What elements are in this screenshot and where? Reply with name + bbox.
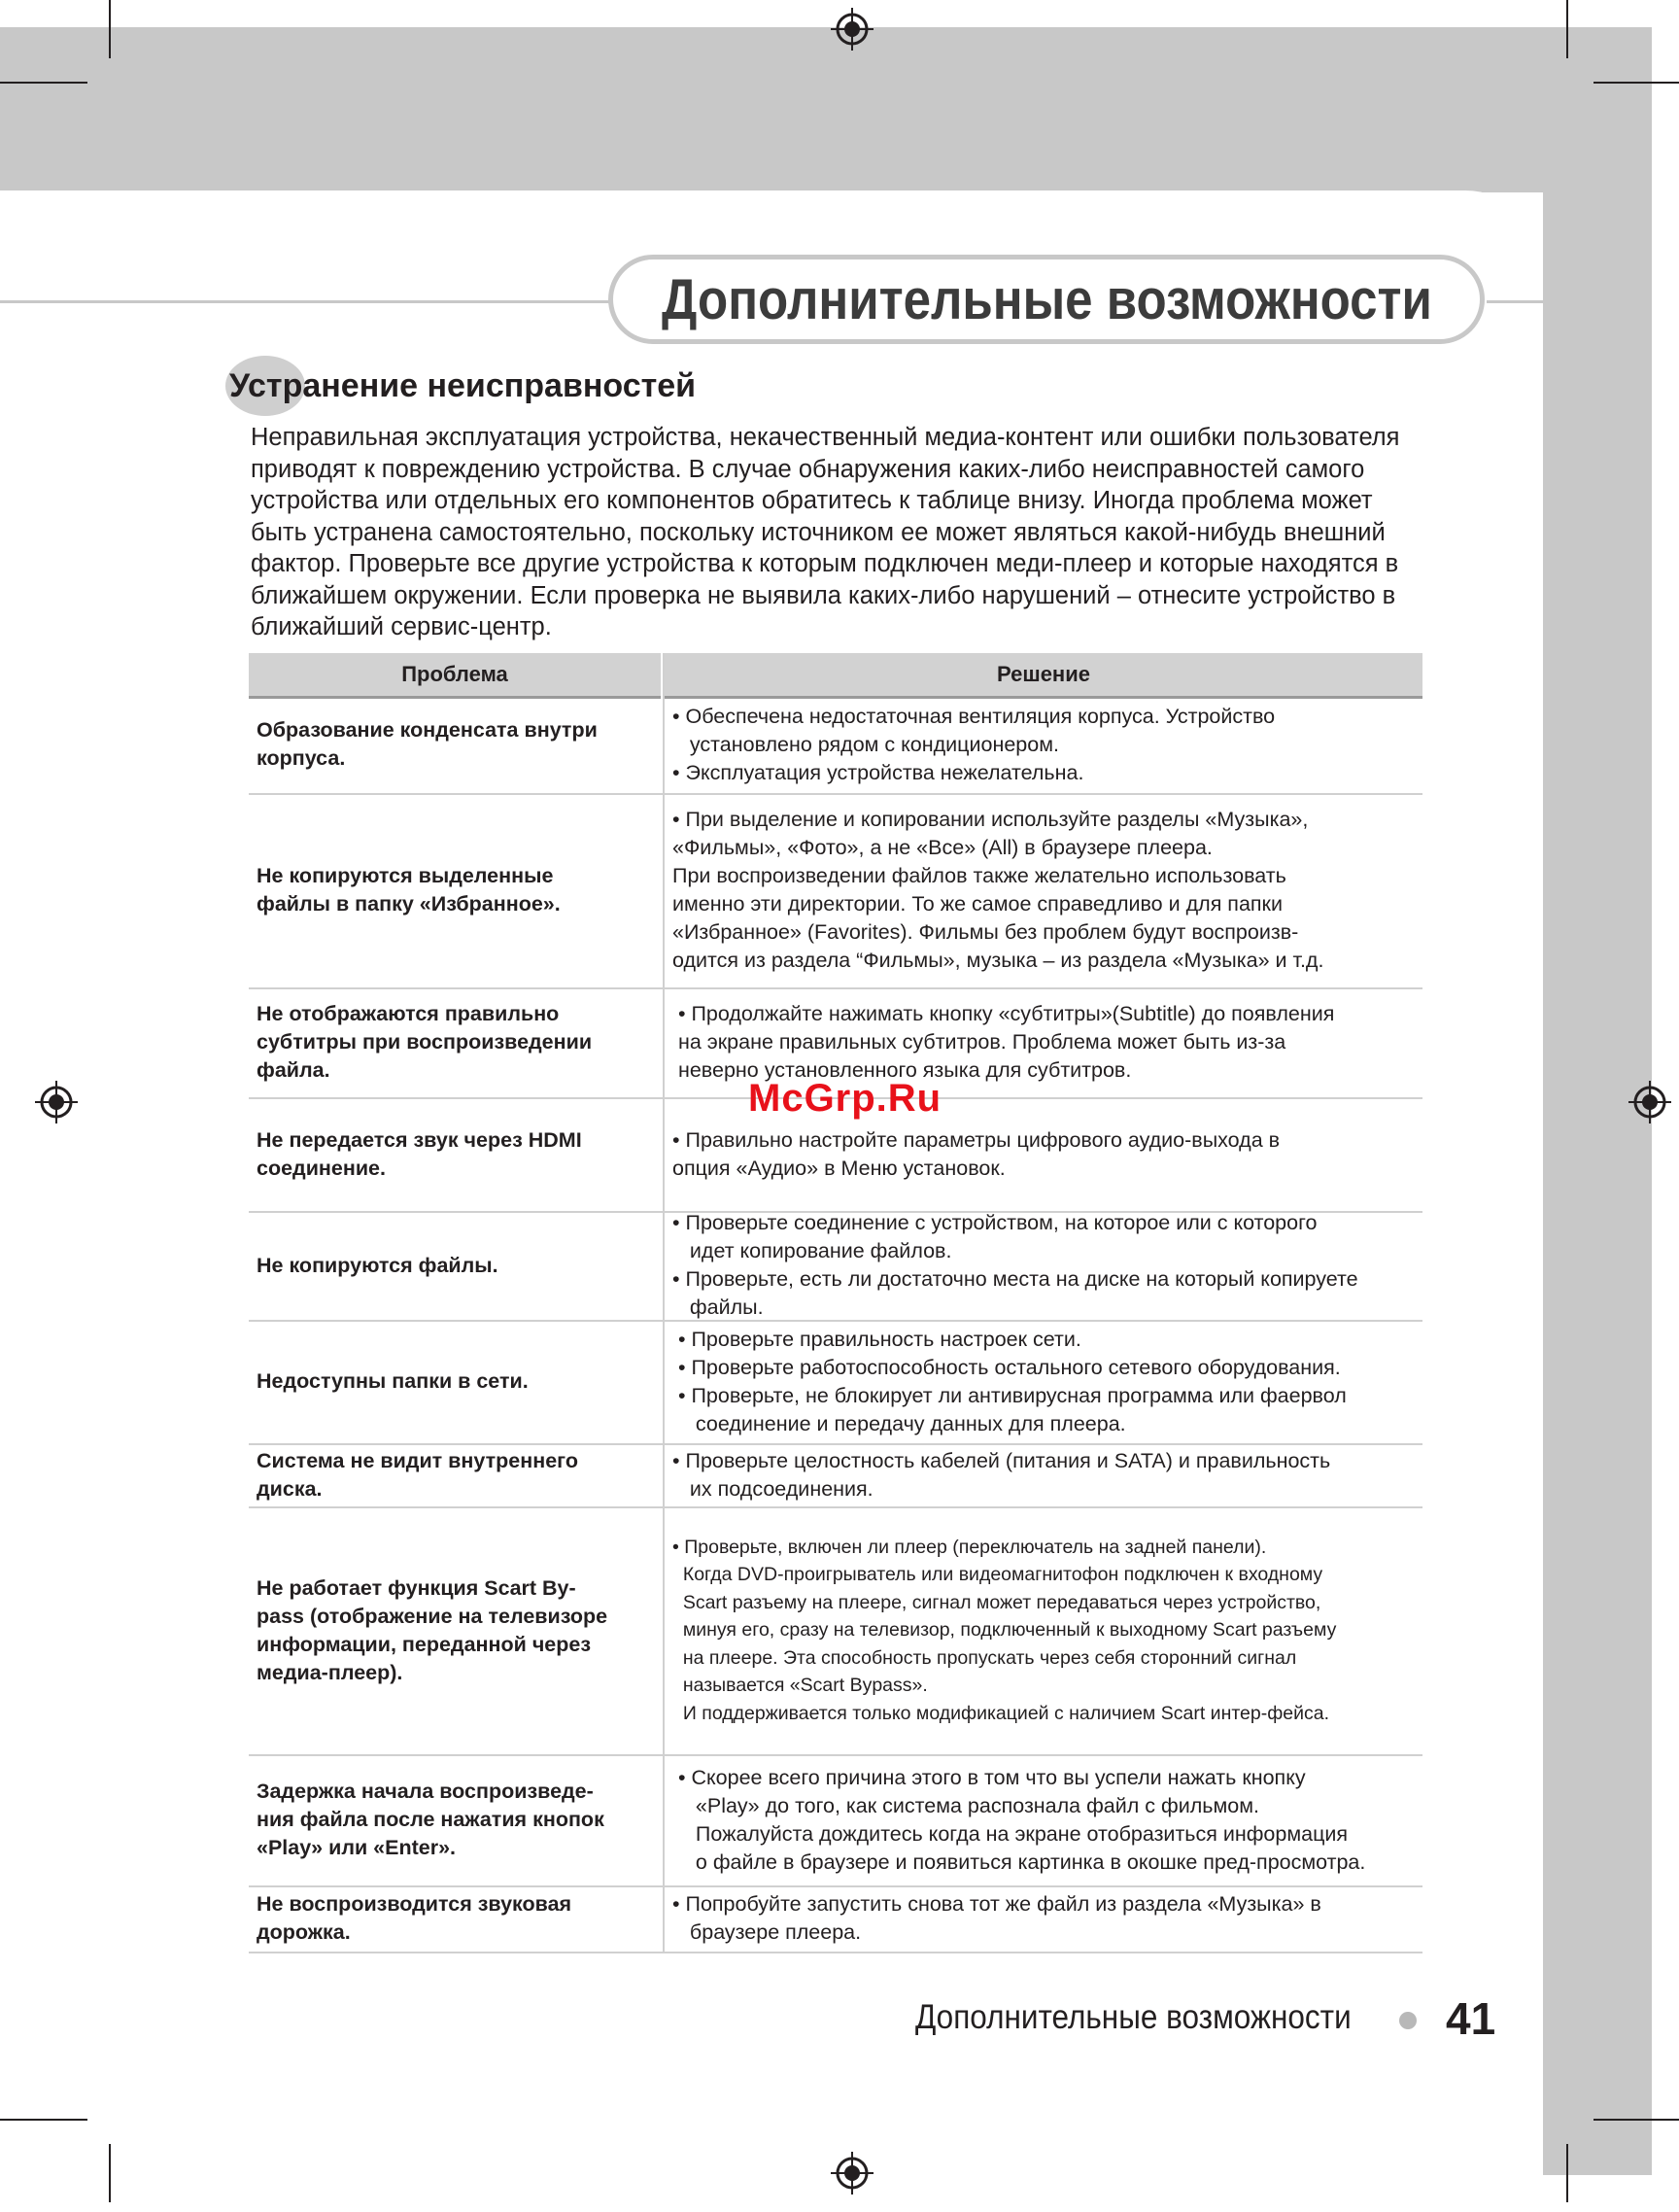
table-row bbox=[249, 698, 1422, 795]
problem-line: Не копируются выделенные bbox=[257, 864, 554, 887]
crop-mark bbox=[1566, 0, 1568, 58]
table-row bbox=[249, 1213, 1422, 1322]
problem-line: Не отображаются правильно bbox=[257, 1002, 560, 1025]
solution-line: идет копирование файлов. bbox=[672, 1239, 952, 1262]
solution-cell bbox=[672, 1322, 1430, 1441]
row-separator bbox=[249, 1952, 1422, 1953]
page-title: Дополнительные возможности bbox=[661, 267, 1432, 331]
solution-line: браузере плеера. bbox=[672, 1920, 862, 1944]
solution-line: о файле в браузере и появиться картинка в окошке пред-просмотра. bbox=[672, 1849, 1366, 1874]
problem-cell bbox=[257, 1322, 645, 1441]
solution-line: «Избранное» (Favorites). Фильмы без проблем будут воспроизв- bbox=[672, 920, 1299, 944]
problem-line: корпуса. bbox=[257, 746, 346, 770]
table-row bbox=[249, 1322, 1422, 1445]
footer-bullet-icon bbox=[1399, 2012, 1417, 2029]
page-number: 41 bbox=[1446, 1993, 1496, 2044]
problem-line: Не работает функция Scart By- bbox=[257, 1575, 576, 1600]
problem-line: Система не видит внутреннего bbox=[257, 1448, 578, 1472]
problem-line: файлы в папку «Избранное». bbox=[257, 892, 561, 916]
intro-line: приводят к повреждению устройства. В случае обнаружения каких-либо неисправностей самого bbox=[251, 455, 1365, 483]
crop-mark bbox=[1566, 2144, 1568, 2202]
solution-line: • Попробуйте запустить снова тот же файл из раздела «Музыка» в bbox=[672, 1892, 1321, 1916]
title-rule bbox=[0, 300, 612, 303]
solution-line: называется «Scart Bypass». bbox=[672, 1675, 928, 1697]
problem-line: ния файла после нажатия кнопок bbox=[257, 1808, 604, 1831]
problem-line: файла. bbox=[257, 1058, 330, 1082]
solution-line: опция «Аудио» в Меню установок. bbox=[672, 1156, 1006, 1180]
problem-cell bbox=[257, 1099, 645, 1209]
solution-line: • Скорее всего причина этого в том что вы успели нажать кнопку bbox=[672, 1765, 1306, 1789]
problem-line: медиа-плеер). bbox=[257, 1660, 403, 1684]
intro-line: Неправильная эксплуатация устройства, некачественный медиа-контент или ошибки пользователя bbox=[251, 424, 1400, 451]
footer-label: Дополнительные возможности bbox=[915, 1998, 1352, 2036]
solution-line: • Проверьте, включен ли плеер (переключатель на задней панели). bbox=[672, 1536, 1267, 1558]
crop-mark bbox=[1593, 2119, 1679, 2121]
solution-line: соединение и передачу данных для плеера. bbox=[672, 1411, 1126, 1435]
crop-mark bbox=[0, 82, 87, 84]
problem-line: соединение. bbox=[257, 1156, 386, 1180]
intro-line: ближайшем окружении. Если проверка не выявила каких-либо нарушений – отнесите устройство в bbox=[251, 581, 1396, 609]
solution-line: • Проверьте, не блокирует ли антивирусная программа или фаервол bbox=[672, 1383, 1347, 1407]
solution-line: • Обеспечена недостаточная вентиляция корпуса. Устройство bbox=[672, 704, 1276, 728]
solution-line: файлы. bbox=[672, 1296, 764, 1319]
registration-mark-icon bbox=[831, 2152, 874, 2195]
solution-line: «Фильмы», «Фото», а не «Все» (All) в браузере плеера. bbox=[672, 836, 1213, 859]
problem-cell bbox=[257, 1756, 645, 1884]
intro-line: быть устранена самостоятельно, поскольку источником ее может являться какой-нибудь внешний bbox=[251, 518, 1386, 546]
problem-cell bbox=[257, 1887, 645, 1950]
problem-cell bbox=[257, 795, 645, 985]
solution-line: • Эксплуатация устройства нежелательна. bbox=[672, 760, 1084, 784]
solution-cell bbox=[672, 795, 1430, 985]
registration-mark-icon bbox=[1628, 1081, 1671, 1123]
solution-line: • Проверьте целостность кабелей (питания и SATA) и правильность bbox=[672, 1448, 1331, 1472]
solution-line: Когда DVD-проигрыватель или видеомагнитофон подключен к входному bbox=[672, 1564, 1323, 1586]
solution-cell bbox=[672, 1756, 1430, 1884]
problem-line: Недоступны папки в сети. bbox=[257, 1369, 529, 1393]
table-row bbox=[249, 1445, 1422, 1508]
problem-cell bbox=[257, 989, 645, 1095]
solution-cell bbox=[672, 698, 1430, 791]
solution-line: их подсоединения. bbox=[672, 1476, 874, 1501]
solution-line: установлено рядом с кондиционером. bbox=[672, 732, 1059, 756]
crop-mark bbox=[109, 2144, 111, 2202]
solution-line: именно эти директории. То же самое справедливо и для папки bbox=[672, 892, 1283, 916]
problem-line: дорожка. bbox=[257, 1920, 351, 1944]
problem-cell bbox=[257, 1508, 645, 1752]
table-row bbox=[249, 795, 1422, 989]
registration-mark-icon bbox=[831, 8, 874, 51]
title-rule bbox=[1487, 300, 1545, 303]
crop-mark bbox=[1593, 82, 1679, 84]
solution-line: И поддерживается только модификацией с наличием Scart интер-фейса. bbox=[672, 1702, 1330, 1724]
intro-line: ближайший сервис-центр. bbox=[251, 613, 552, 640]
solution-line: минуя его, сразу на телевизор, подключенный к выходному Scart разъему bbox=[672, 1619, 1337, 1642]
solution-line: Scart разъему на плеере, сигнал может передаваться через устройство, bbox=[672, 1591, 1321, 1613]
problem-line: Задержка начала воспроизведе- bbox=[257, 1780, 594, 1803]
problem-cell bbox=[257, 698, 645, 791]
intro-line: устройства или отдельных его компонентов обратитесь к таблице внизу. Иногда проблема может bbox=[251, 487, 1373, 514]
intro-paragraph bbox=[251, 422, 1494, 643]
table-row bbox=[249, 1756, 1422, 1887]
solution-line: • Проверьте работоспособность остального сетевого оборудования. bbox=[672, 1355, 1341, 1379]
solution-line: • Проверьте правильность настроек сети. bbox=[672, 1327, 1081, 1351]
registration-mark-icon bbox=[35, 1081, 78, 1123]
crop-mark bbox=[109, 0, 111, 58]
header-problem: Проблема bbox=[249, 653, 661, 696]
problem-cell bbox=[257, 1213, 645, 1318]
page-title-box bbox=[608, 255, 1485, 344]
section-title: Устранение неисправностей bbox=[229, 367, 697, 404]
solution-cell bbox=[672, 1887, 1430, 1950]
problem-cell bbox=[257, 1445, 645, 1504]
problem-line: субтитры при воспроизведении bbox=[257, 1030, 593, 1054]
problem-line: Образование конденсата внутри bbox=[257, 718, 598, 742]
solution-line: на экране правильных субтитров. Проблема может быть из-за bbox=[672, 1030, 1286, 1054]
solution-line: • Проверьте, есть ли достаточно места на диске на который копируете bbox=[672, 1267, 1358, 1291]
table-row bbox=[249, 1887, 1422, 1953]
problem-line: Не передается звук через HDMI bbox=[257, 1127, 582, 1152]
solution-line: «Play» до того, как система распознала файл с фильмом. bbox=[672, 1793, 1259, 1817]
solution-line: на плеере. Эта способность пропускать через себя сторонний сигнал bbox=[672, 1646, 1297, 1669]
solution-line: неверно установленного языка для субтитров. bbox=[672, 1058, 1132, 1082]
crop-mark bbox=[0, 2119, 87, 2121]
watermark: McGrp.Ru bbox=[748, 1077, 942, 1120]
top-gray-band bbox=[0, 27, 1652, 192]
problem-line: диска. bbox=[257, 1476, 323, 1501]
solution-cell bbox=[672, 1213, 1430, 1318]
header-solution: Решение bbox=[665, 653, 1422, 696]
solution-line: • Продолжайте нажимать кнопку «субтитры»(Subtitle) до появления bbox=[672, 1002, 1335, 1025]
problem-line: Не копируются файлы. bbox=[257, 1253, 498, 1277]
problem-line: информации, переданной через bbox=[257, 1632, 592, 1656]
solution-line: Пожалуйста дождитесь когда на экране отобразиться информация bbox=[672, 1821, 1349, 1846]
intro-line: фактор. Проверьте все другие устройства к которым подключен меди-плеер и которые находятся в bbox=[251, 550, 1399, 577]
solution-line: • При выделение и копировании используйте разделы «Музыка», bbox=[672, 808, 1309, 831]
solution-line: При воспроизведении файлов также желательно использовать bbox=[672, 864, 1286, 887]
solution-cell bbox=[672, 1508, 1430, 1752]
solution-line: одится из раздела “Фильмы», музыка – из раздела «Музыка» и т.д. bbox=[672, 949, 1324, 972]
solution-line: • Проверьте соединение с устройством, на которое или с которого bbox=[672, 1211, 1318, 1234]
problem-line: pass (отображение на телевизоре bbox=[257, 1604, 608, 1628]
problem-line: Не воспроизводится звуковая bbox=[257, 1892, 572, 1916]
table-row bbox=[249, 1508, 1422, 1756]
solution-line: • Правильно настройте параметры цифрового аудио-выхода в bbox=[672, 1127, 1281, 1152]
solution-cell bbox=[672, 1445, 1430, 1504]
problem-line: «Play» или «Enter». bbox=[257, 1836, 457, 1859]
